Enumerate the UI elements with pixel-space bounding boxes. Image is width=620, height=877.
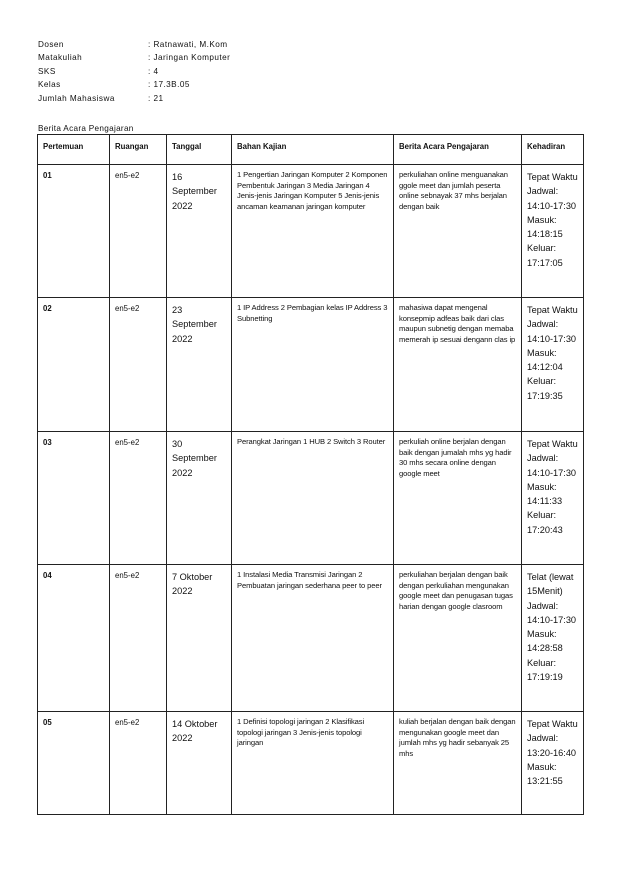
info-label: Jumlah Mahasiswa — [38, 93, 115, 103]
cell-berita-acara: mahasiwa dapat mengenal konsepmip adfeas baik dari clas maupun subnetig dengan memaba memerah ip sesuai dengann clas ip — [394, 298, 522, 432]
header-pertemuan: Pertemuan — [38, 135, 110, 165]
info-label: Matakuliah — [38, 53, 83, 63]
cell-berita-acara: perkuliahan online menguanakan ggole meet dan jumlah peserta online sebnayak 37 mhs berjalan dengan baik — [394, 165, 522, 298]
cell-bahan-kajian: 1 Pengertian Jaringan Komputer 2 Komponen Pembentuk Jaringan 3 Media Jaringan 4 Jenis-jenis Jaringan Komputer 5 Jenis-jenis ancaman keamanan jaringan komputer — [232, 165, 394, 298]
cell-kehadiran: Telat (lewat 15Menit) Jadwal: 14:10-17:30 Masuk: 14:28:58 Keluar: 17:19:19 — [522, 565, 584, 712]
teaching-record-table — [37, 134, 584, 815]
cell-ruangan: en5-e2 — [110, 712, 167, 815]
table-row — [38, 565, 584, 712]
cell-bahan-kajian: Perangkat Jaringan 1 HUB 2 Switch 3 Router — [232, 432, 394, 565]
header-ruangan: Ruangan — [110, 135, 167, 165]
table-header-row — [38, 135, 584, 165]
cell-tanggal: 30 September 2022 — [167, 432, 232, 565]
cell-tanggal: 7 Oktober 2022 — [167, 565, 232, 712]
cell-ruangan: en5-e2 — [110, 298, 167, 432]
cell-bahan-kajian: 1 Instalasi Media Transmisi Jaringan 2 Pembuatan jaringan sederhana peer to peer — [232, 565, 394, 712]
cell-berita-acara: kuliah berjalan dengan baik dengan mengunakan google meet dan jumlah mhs yg hadir sebanyak 25 mhs — [394, 712, 522, 815]
header-berita-acara: Berita Acara Pengajaran — [394, 135, 522, 165]
cell-tanggal: 23 September 2022 — [167, 298, 232, 432]
cell-pertemuan: 01 — [38, 165, 110, 298]
table-row — [38, 712, 584, 815]
info-value: : Jaringan Komputer — [148, 53, 231, 63]
cell-tanggal: 14 Oktober 2022 — [167, 712, 232, 815]
info-value: : 21 — [148, 93, 164, 103]
cell-pertemuan: 02 — [38, 298, 110, 432]
info-label: Dosen — [38, 40, 64, 49]
info-value: : Ratnawati, M.Kom — [148, 40, 228, 49]
cell-bahan-kajian: 1 IP Address 2 Pembagian kelas IP Address 3 Subnetting — [232, 298, 394, 432]
cell-kehadiran: Tepat Waktu Jadwal: 13:20-16:40 Masuk: 13:21:55 — [522, 712, 584, 815]
header-bahan-kajian: Bahan Kajian — [232, 135, 394, 165]
info-value: : 17.3B.05 — [148, 80, 190, 90]
cell-kehadiran: Tepat Waktu Jadwal: 14:10-17:30 Masuk: 14:18:15 Keluar: 17:17:05 — [522, 165, 584, 298]
cell-tanggal: 16 September 2022 — [167, 165, 232, 298]
info-value: : 4 — [148, 66, 159, 76]
header-kehadiran: Kehadiran — [522, 135, 584, 165]
cell-pertemuan: 04 — [38, 565, 110, 712]
info-label: SKS — [38, 66, 56, 76]
header-tanggal: Tanggal — [167, 135, 232, 165]
section-title: Berita Acara Pengajaran — [38, 124, 134, 133]
cell-ruangan: en5-e2 — [110, 432, 167, 565]
table-row — [38, 298, 584, 432]
cell-kehadiran: Tepat Waktu Jadwal: 14:10-17:30 Masuk: 14:11:33 Keluar: 17:20:43 — [522, 432, 584, 565]
cell-pertemuan: 03 — [38, 432, 110, 565]
info-label: Kelas — [38, 80, 61, 90]
cell-berita-acara: perkuliahan berjalan dengan baik dengan perkuliahan mengunakan google meet dan penugasan tugas harian dengan google clasroom — [394, 565, 522, 712]
cell-bahan-kajian: 1 Definisi topologi jaringan 2 Klasifikasi topologi jaringan 3 Jenis-jenis topologi jaringan — [232, 712, 394, 815]
table-row — [38, 165, 584, 298]
cell-berita-acara: perkuliah online berjalan dengan baik dengan jumalah mhs yg hadir 30 mhs secara online dengan google meet — [394, 432, 522, 565]
table-row — [38, 432, 584, 565]
cell-ruangan: en5-e2 — [110, 165, 167, 298]
cell-kehadiran: Tepat Waktu Jadwal: 14:10-17:30 Masuk: 14:12:04 Keluar: 17:19:35 — [522, 298, 584, 432]
cell-ruangan: en5-e2 — [110, 565, 167, 712]
cell-pertemuan: 05 — [38, 712, 110, 815]
